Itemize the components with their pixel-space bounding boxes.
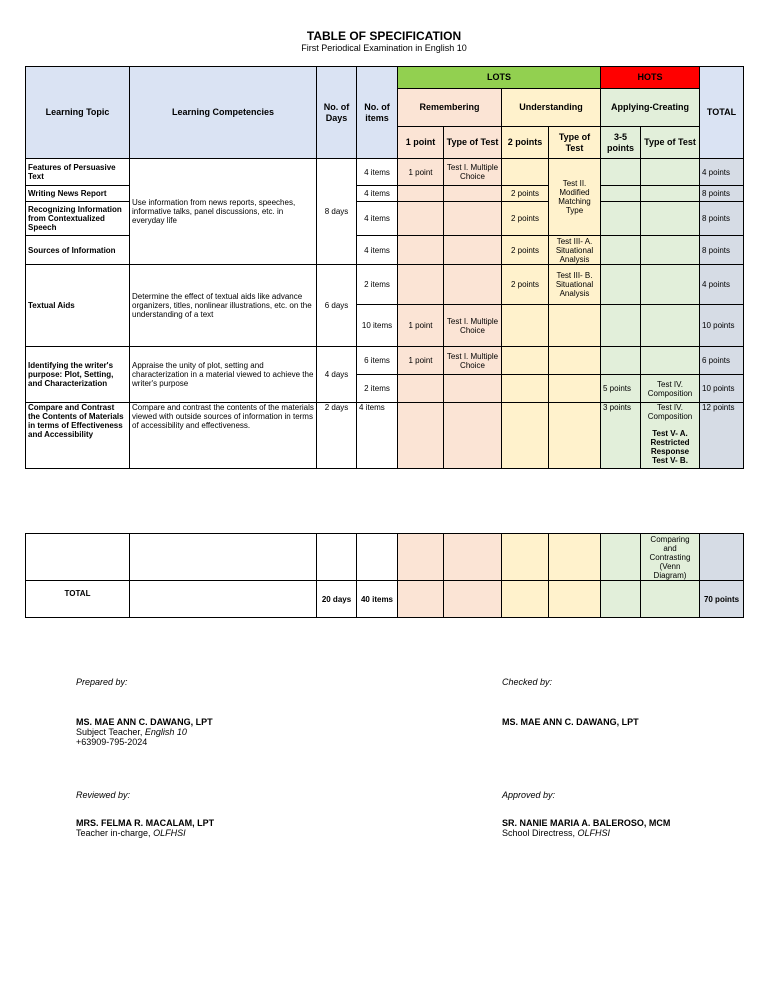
prepared-by-name: MS. MAE ANN C. DAWANG, LPT bbox=[76, 717, 213, 727]
document-subtitle: First Periodical Examination in English 10 bbox=[301, 43, 467, 53]
total-cell: 8 points bbox=[700, 186, 744, 202]
rem-type-cell bbox=[444, 236, 502, 265]
total-cell: 4 points bbox=[700, 265, 744, 305]
competency-cell: Appraise the unity of plot, setting and characterization in a material viewed to achieve the writer's purpose bbox=[130, 347, 317, 403]
app-type-cell bbox=[641, 202, 700, 236]
topic-cell: Writing News Report bbox=[26, 186, 130, 202]
header-und-type: Type of Test bbox=[549, 127, 601, 159]
rem-type-cell: Test I. Multiple Choice bbox=[444, 159, 502, 186]
checked-by-block bbox=[502, 677, 639, 727]
total-cell: 10 points bbox=[700, 375, 744, 403]
rem-points-cell bbox=[398, 403, 444, 469]
checked-by-label: Checked by: bbox=[502, 677, 553, 687]
header-rem-points: 1 point bbox=[398, 127, 444, 159]
und-points-cell: 2 points bbox=[502, 236, 549, 265]
topic-cell: Compare and Contrast the Contents of Materials in terms of Effectiveness and Accessibility bbox=[26, 403, 130, 469]
rem-points-cell: 1 point bbox=[398, 347, 444, 375]
app-points-cell bbox=[601, 305, 641, 347]
app-type-c: Test V- B. bbox=[652, 456, 688, 465]
header-applying-creating: Applying-Creating bbox=[601, 89, 700, 127]
checked-by-name: MS. MAE ANN C. DAWANG, LPT bbox=[502, 717, 639, 727]
items-cell: 4 items bbox=[357, 186, 398, 202]
rem-points-cell bbox=[398, 581, 444, 618]
und-type-cell: Test III- A. Situational Analysis bbox=[549, 236, 601, 265]
und-points-cell bbox=[502, 581, 549, 618]
header-hots: HOTS bbox=[601, 67, 700, 89]
total-cell bbox=[700, 534, 744, 581]
rem-points-cell bbox=[398, 186, 444, 202]
reviewed-by-label: Reviewed by: bbox=[76, 790, 131, 800]
document-title: TABLE OF SPECIFICATION bbox=[306, 29, 462, 43]
app-type-cell bbox=[641, 186, 700, 202]
total-cell: 4 points bbox=[700, 159, 744, 186]
items-cell: 6 items bbox=[357, 347, 398, 375]
rem-type-cell bbox=[444, 375, 502, 403]
app-type-cell bbox=[641, 159, 700, 186]
app-type-cell bbox=[641, 305, 700, 347]
prepared-by-role: Subject Teacher, English 10 bbox=[76, 727, 187, 737]
total-cell: 8 points bbox=[700, 202, 744, 236]
rem-type-cell bbox=[444, 265, 502, 305]
competency-cell bbox=[130, 534, 317, 581]
app-type-cell: Comparing and Contrasting (Venn Diagram) bbox=[641, 534, 700, 581]
app-type-cell bbox=[641, 581, 700, 618]
competency-cell: Compare and contrast the contents of the materials viewed with outside sources of information in terms of accessibility and effectiveness. bbox=[130, 403, 317, 469]
table-row bbox=[26, 347, 744, 375]
und-points-cell bbox=[502, 159, 549, 186]
competency-cell: Determine the effect of textual aids like advance organizers, titles, nonlinear illustrations, etc. on the understanding of a text bbox=[130, 265, 317, 347]
table-row bbox=[26, 403, 744, 469]
header-und-points: 2 points bbox=[502, 127, 549, 159]
total-items: 40 items bbox=[357, 581, 398, 618]
app-type-b: Test V- A. Restricted Response bbox=[650, 429, 690, 456]
header-total: TOTAL bbox=[700, 67, 744, 159]
header-remembering: Remembering bbox=[398, 89, 502, 127]
app-points-cell bbox=[601, 265, 641, 305]
grand-total: 70 points bbox=[700, 581, 744, 618]
header-no-of-items: No. of items bbox=[357, 67, 398, 159]
rem-points-cell bbox=[398, 236, 444, 265]
app-points-cell: 5 points bbox=[601, 375, 641, 403]
und-type-cell bbox=[549, 403, 601, 469]
total-days: 20 days bbox=[317, 581, 357, 618]
header-lots: LOTS bbox=[398, 67, 601, 89]
app-points-cell bbox=[601, 581, 641, 618]
prepared-by-phone: +63909-795-2024 bbox=[76, 737, 148, 747]
app-type-cell bbox=[641, 265, 700, 305]
days-cell: 6 days bbox=[317, 265, 357, 347]
header-app-points: 3-5 points bbox=[601, 127, 641, 159]
topic-cell: Identifying the writer's purpose: Plot, Setting, and Characterization bbox=[26, 347, 130, 403]
topic-cell: Sources of Information bbox=[26, 236, 130, 265]
header-app-type: Type of Test bbox=[641, 127, 700, 159]
items-cell: 4 items bbox=[357, 159, 398, 186]
prepared-by-label: Prepared by: bbox=[76, 677, 128, 687]
items-cell: 4 items bbox=[357, 236, 398, 265]
competency-cell bbox=[130, 581, 317, 618]
competency-cell: Use information from news reports, speeches, informative talks, panel discussions, etc. in everyday life bbox=[130, 159, 317, 265]
app-type-cell bbox=[641, 403, 700, 469]
rem-points-cell bbox=[398, 202, 444, 236]
app-type-a: Test IV. Composition bbox=[647, 403, 693, 421]
und-type-cell bbox=[549, 347, 601, 375]
und-points-cell: 2 points bbox=[502, 202, 549, 236]
und-type-cell: Test III- B. Situational Analysis bbox=[549, 265, 601, 305]
und-type-cell: Test II. Modified Matching Type bbox=[549, 159, 601, 236]
und-points-cell: 2 points bbox=[502, 186, 549, 202]
approved-by-role: School Directress, OLFHSI bbox=[502, 828, 611, 838]
prepared-by-block bbox=[76, 677, 213, 747]
topic-cell: Recognizing Information from Contextualized Speech bbox=[26, 202, 130, 236]
rem-points-cell: 1 point bbox=[398, 159, 444, 186]
items-cell: 2 items bbox=[357, 265, 398, 305]
reviewed-by-role: Teacher in-charge, OLFHSI bbox=[76, 828, 186, 838]
und-points-cell bbox=[502, 305, 549, 347]
app-points-cell bbox=[601, 347, 641, 375]
items-cell: 10 items bbox=[357, 305, 398, 347]
approved-by-label: Approved by: bbox=[502, 790, 556, 800]
header-learning-competencies: Learning Competencies bbox=[130, 67, 317, 159]
topic-cell: Textual Aids bbox=[26, 265, 130, 347]
days-cell: 8 days bbox=[317, 159, 357, 265]
app-type-cell: Test IV. Composition bbox=[641, 375, 700, 403]
und-type-cell bbox=[549, 375, 601, 403]
und-points-cell: 2 points bbox=[502, 265, 549, 305]
app-type-cell bbox=[641, 236, 700, 265]
app-type-cell bbox=[641, 347, 700, 375]
total-cell: 8 points bbox=[700, 236, 744, 265]
app-points-cell bbox=[601, 202, 641, 236]
app-points-cell bbox=[601, 159, 641, 186]
approved-by-name: SR. NANIE MARIA A. BALEROSO, MCM bbox=[502, 818, 671, 828]
header-rem-type: Type of Test bbox=[444, 127, 502, 159]
rem-points-cell: 1 point bbox=[398, 305, 444, 347]
rem-points-cell bbox=[398, 265, 444, 305]
app-points-cell bbox=[601, 236, 641, 265]
total-cell: 12 points bbox=[700, 403, 744, 469]
total-cell: 6 points bbox=[700, 347, 744, 375]
reviewed-by-name: MRS. FELMA R. MACALAM, LPT bbox=[76, 818, 215, 828]
rem-type-cell bbox=[444, 202, 502, 236]
rem-type-cell bbox=[444, 403, 502, 469]
reviewed-by-block bbox=[76, 790, 214, 838]
approved-by-block bbox=[502, 790, 670, 838]
header-no-of-days: No. of Days bbox=[317, 67, 357, 159]
rem-points-cell bbox=[398, 534, 444, 581]
table-row bbox=[26, 534, 744, 581]
header-understanding: Understanding bbox=[502, 89, 601, 127]
total-row bbox=[26, 581, 744, 618]
rem-points-cell bbox=[398, 375, 444, 403]
und-points-cell bbox=[502, 403, 549, 469]
table-row bbox=[26, 265, 744, 305]
header-learning-topic: Learning Topic bbox=[26, 67, 130, 159]
items-cell: 4 items bbox=[357, 202, 398, 236]
topic-cell: Features of Persuasive Text bbox=[26, 159, 130, 186]
specification-table bbox=[25, 66, 744, 469]
days-cell: 2 days bbox=[317, 403, 357, 469]
und-points-cell bbox=[502, 347, 549, 375]
app-points-cell bbox=[601, 186, 641, 202]
und-type-cell bbox=[549, 534, 601, 581]
total-cell: 10 points bbox=[700, 305, 744, 347]
app-points-cell: 3 points bbox=[601, 403, 641, 469]
table-row bbox=[26, 159, 744, 186]
rem-type-cell: Test I. Multiple Choice bbox=[444, 305, 502, 347]
und-points-cell bbox=[502, 534, 549, 581]
und-type-cell bbox=[549, 305, 601, 347]
items-cell: 2 items bbox=[357, 375, 398, 403]
specification-table-continued bbox=[25, 533, 744, 618]
app-points-cell bbox=[601, 534, 641, 581]
items-cell: 4 items bbox=[357, 403, 398, 469]
topic-cell bbox=[26, 534, 130, 581]
rem-type-cell: Test I. Multiple Choice bbox=[444, 347, 502, 375]
items-cell bbox=[357, 534, 398, 581]
rem-type-cell bbox=[444, 581, 502, 618]
days-cell: 4 days bbox=[317, 347, 357, 403]
rem-type-cell bbox=[444, 186, 502, 202]
rem-type-cell bbox=[444, 534, 502, 581]
und-type-cell bbox=[549, 581, 601, 618]
total-label: TOTAL bbox=[26, 581, 130, 618]
und-points-cell bbox=[502, 375, 549, 403]
days-cell bbox=[317, 534, 357, 581]
